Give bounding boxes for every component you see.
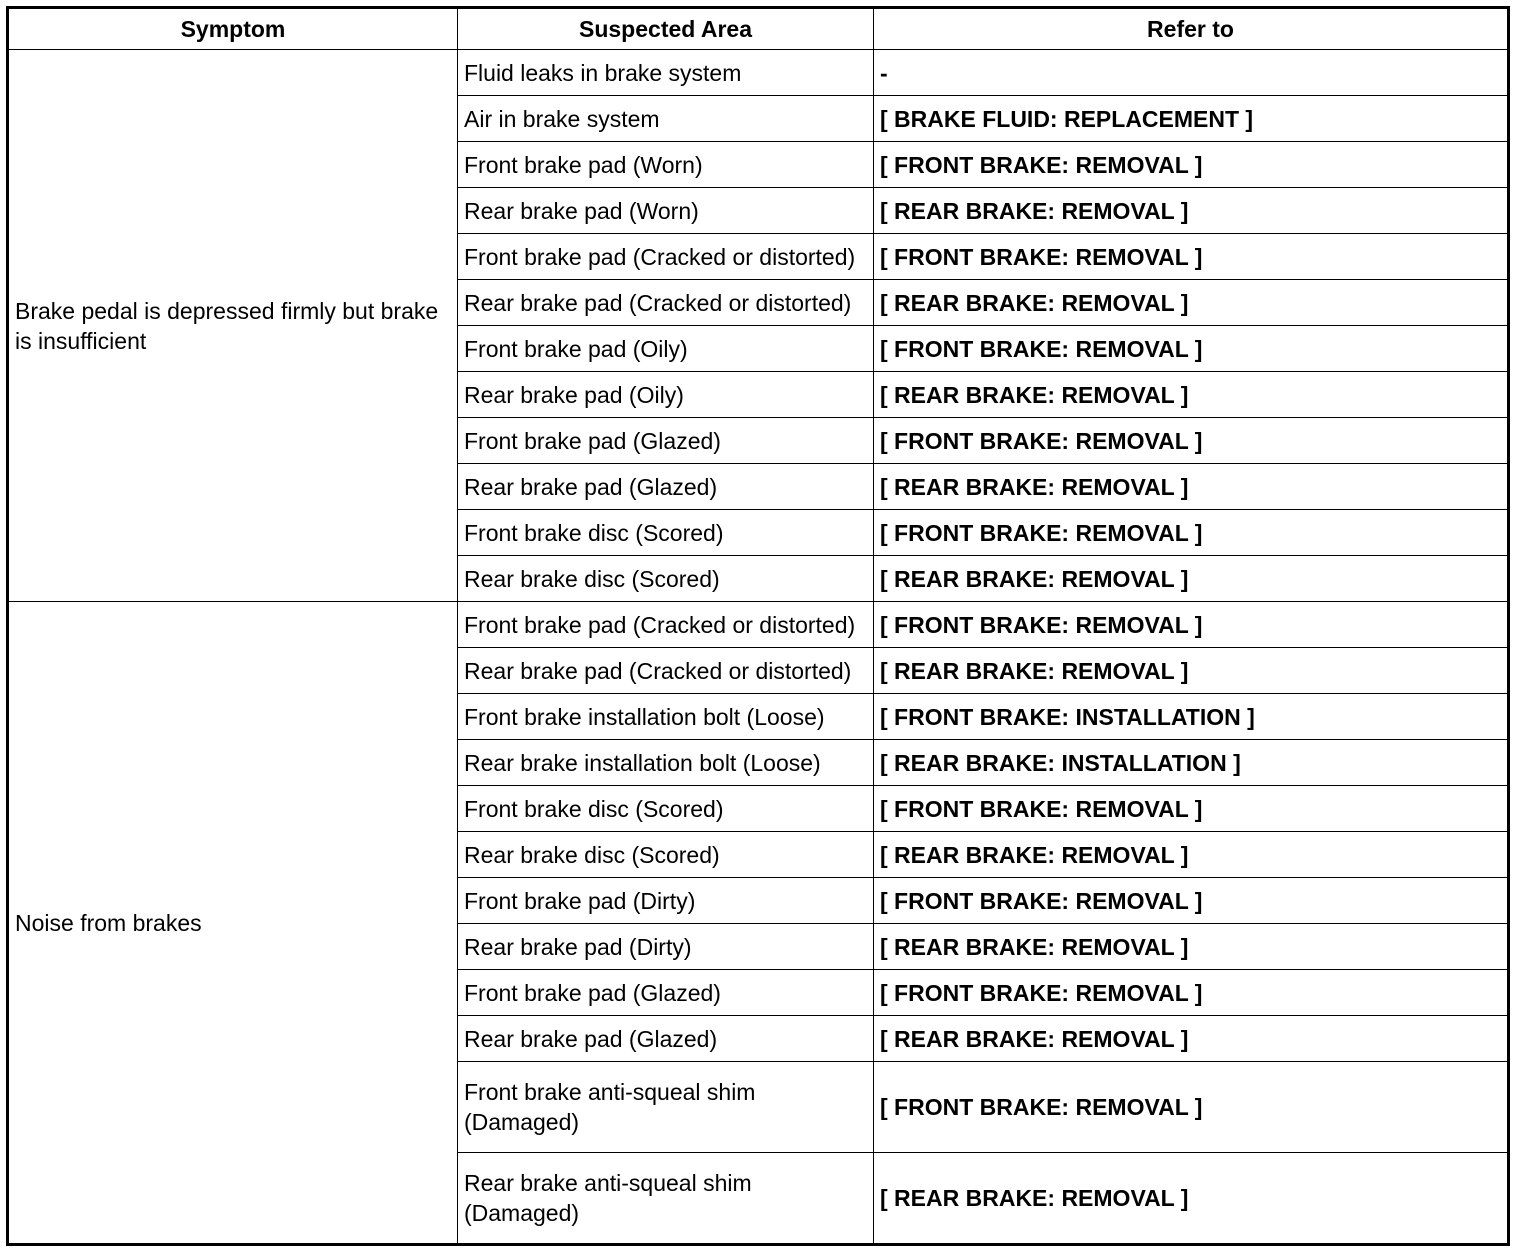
header-refer-to: Refer to xyxy=(874,8,1509,50)
refer-to-cell: [ FRONT BRAKE: REMOVAL ] xyxy=(874,786,1509,832)
suspected-area-cell: Front brake anti-squeal shim (Damaged) xyxy=(458,1062,874,1153)
suspected-area-cell: Front brake disc (Scored) xyxy=(458,510,874,556)
suspected-area-cell: Front brake pad (Glazed) xyxy=(458,970,874,1016)
symptom-cell: Noise from brakes xyxy=(8,602,458,1245)
header-row xyxy=(8,8,1509,50)
refer-to-cell: [ REAR BRAKE: INSTALLATION ] xyxy=(874,740,1509,786)
refer-to-cell: [ REAR BRAKE: REMOVAL ] xyxy=(874,372,1509,418)
symptom-cell: Brake pedal is depressed firmly but brake is insufficient xyxy=(8,50,458,602)
refer-to-cell: [ REAR BRAKE: REMOVAL ] xyxy=(874,1016,1509,1062)
suspected-area-cell: Front brake pad (Glazed) xyxy=(458,418,874,464)
refer-to-cell: [ REAR BRAKE: REMOVAL ] xyxy=(874,188,1509,234)
troubleshooting-table xyxy=(6,6,1510,1246)
refer-to-cell: [ REAR BRAKE: REMOVAL ] xyxy=(874,648,1509,694)
suspected-area-cell: Rear brake pad (Glazed) xyxy=(458,1016,874,1062)
refer-to-cell: [ FRONT BRAKE: INSTALLATION ] xyxy=(874,694,1509,740)
suspected-area-cell: Rear brake pad (Dirty) xyxy=(458,924,874,970)
refer-to-cell: [ FRONT BRAKE: REMOVAL ] xyxy=(874,510,1509,556)
suspected-area-cell: Front brake pad (Cracked or distorted) xyxy=(458,234,874,280)
suspected-area-cell: Front brake pad (Worn) xyxy=(458,142,874,188)
suspected-area-cell: Front brake pad (Cracked or distorted) xyxy=(458,602,874,648)
table-row xyxy=(8,50,1509,96)
suspected-area-cell: Rear brake pad (Cracked or distorted) xyxy=(458,648,874,694)
refer-to-cell: [ REAR BRAKE: REMOVAL ] xyxy=(874,832,1509,878)
refer-to-cell: [ FRONT BRAKE: REMOVAL ] xyxy=(874,418,1509,464)
refer-to-cell: [ REAR BRAKE: REMOVAL ] xyxy=(874,1152,1509,1244)
header-symptom: Symptom xyxy=(8,8,458,50)
refer-to-cell: [ REAR BRAKE: REMOVAL ] xyxy=(874,924,1509,970)
suspected-area-cell: Rear brake anti-squeal shim (Damaged) xyxy=(458,1152,874,1244)
refer-to-cell: [ REAR BRAKE: REMOVAL ] xyxy=(874,280,1509,326)
suspected-area-cell: Rear brake pad (Glazed) xyxy=(458,464,874,510)
suspected-area-cell: Front brake pad (Dirty) xyxy=(458,878,874,924)
refer-to-cell: [ FRONT BRAKE: REMOVAL ] xyxy=(874,602,1509,648)
suspected-area-cell: Front brake pad (Oily) xyxy=(458,326,874,372)
suspected-area-cell: Rear brake pad (Cracked or distorted) xyxy=(458,280,874,326)
refer-to-cell: [ FRONT BRAKE: REMOVAL ] xyxy=(874,1062,1509,1153)
table-row xyxy=(8,602,1509,648)
suspected-area-cell: Rear brake disc (Scored) xyxy=(458,556,874,602)
refer-to-cell: [ FRONT BRAKE: REMOVAL ] xyxy=(874,234,1509,280)
refer-to-cell: [ REAR BRAKE: REMOVAL ] xyxy=(874,464,1509,510)
suspected-area-cell: Rear brake pad (Worn) xyxy=(458,188,874,234)
suspected-area-cell: Fluid leaks in brake system xyxy=(458,50,874,96)
refer-to-cell: [ FRONT BRAKE: REMOVAL ] xyxy=(874,326,1509,372)
suspected-area-cell: Front brake disc (Scored) xyxy=(458,786,874,832)
refer-to-cell: [ FRONT BRAKE: REMOVAL ] xyxy=(874,878,1509,924)
refer-to-cell: [ BRAKE FLUID: REPLACEMENT ] xyxy=(874,96,1509,142)
suspected-area-cell: Air in brake system xyxy=(458,96,874,142)
table-body xyxy=(8,50,1509,1245)
refer-to-cell: [ FRONT BRAKE: REMOVAL ] xyxy=(874,970,1509,1016)
suspected-area-cell: Rear brake installation bolt (Loose) xyxy=(458,740,874,786)
refer-to-cell: [ FRONT BRAKE: REMOVAL ] xyxy=(874,142,1509,188)
refer-to-cell: - xyxy=(874,50,1509,96)
suspected-area-cell: Front brake installation bolt (Loose) xyxy=(458,694,874,740)
header-suspected-area: Suspected Area xyxy=(458,8,874,50)
suspected-area-cell: Rear brake disc (Scored) xyxy=(458,832,874,878)
refer-to-cell: [ REAR BRAKE: REMOVAL ] xyxy=(874,556,1509,602)
suspected-area-cell: Rear brake pad (Oily) xyxy=(458,372,874,418)
